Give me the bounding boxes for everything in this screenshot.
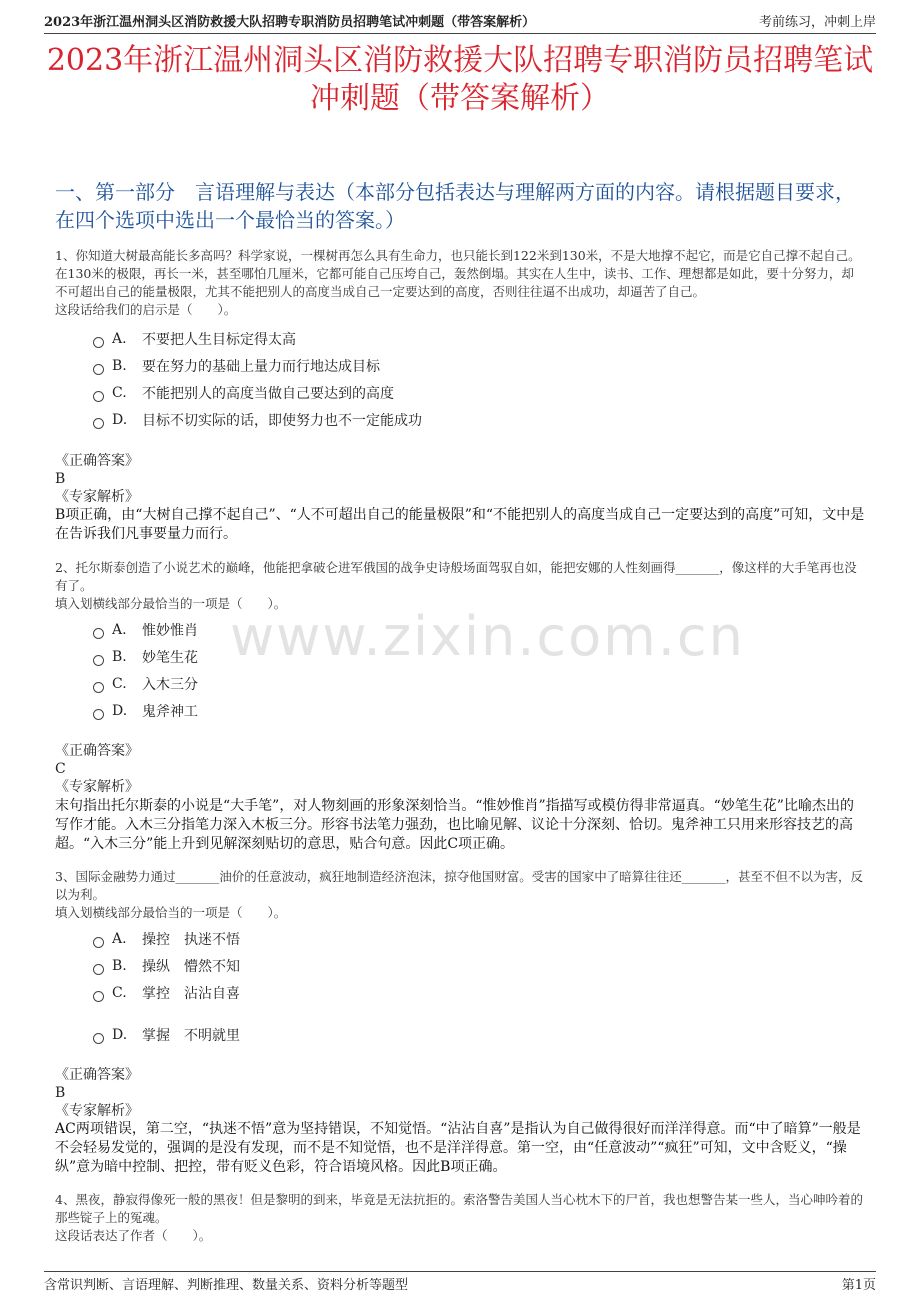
option-b[interactable]: B. 要在努力的基础上量力而行地达成目标 (93, 356, 380, 376)
question-stem-text: 4、黑夜，静寂得像死一般的黑夜！但是黎明的到来，毕竟是无法抗拒的。索洛警告美国人当心枕木下的尸首，我也想警告某一些人，当心呻吟着的那些锭子上的冤魂。 (55, 1192, 863, 1225)
answer-block (55, 452, 139, 506)
header-doc-title: 2023年浙江温州洞头区消防救援大队招聘专职消防员招聘笔试冲刺题（带答案解析） (44, 15, 536, 30)
answer-label: 《正确答案》 (55, 453, 139, 469)
option-b[interactable]: B. 妙笔生花 (93, 647, 198, 667)
section-heading: 一、第一部分 言语理解与表达（本部分包括表达与理解两方面的内容。请根据题目要求，在四个选项中选出一个最恰当的答案。） (55, 180, 855, 232)
question-stem-text: 1、你知道大树最高能长多高吗？科学家说，一棵树再怎么具有生命力，也只能长到122米到130米，不是大地撑不起它，而是它自己撑不起自己。在130米的极限，再长一米，甚至哪怕几厘米，它都可能自己压垮自己，轰然倒塌。其实在人生中，读书、工作、理想都是如此，要十分努力，却不可超出自己的能量极限，尤其不能把别人的高度当成自己一定要达到的高度，否则往往逼不出成功，却逼苦了自己。 (55, 248, 861, 299)
explain-label: 《专家解析》 (55, 779, 139, 795)
explain-label: 《专家解析》 (55, 1103, 139, 1119)
explanation-text: 末句指出托尔斯泰的小说是“大手笔”，对人物刻画的形象深刻恰当。“惟妙惟肖”指描写或模仿得非常逼真。“妙笔生花”比喻杰出的写作才能。入木三分指笔力深入木板三分。形容书法笔力强劲，也比喻见解、议论十分深刻、恰切。鬼斧神工只用来形容技艺的高超。“入木三分”能上升到见解深刻贴切的意思，贴合句意。因此C项正确。 (55, 798, 854, 852)
option-d[interactable]: D. 目标不切实际的话，即使努力也不一定能成功 (93, 410, 422, 430)
question-2-stem (55, 559, 865, 613)
option-a[interactable]: A. 不要把人生目标定得太高 (93, 329, 296, 349)
answer-value: B (55, 1085, 66, 1101)
explanation-text: B项正确，由“大树自己撑不起自己”、“人不可超出自己的能量极限”和“不能把别人的高度当成自己一定要达到的高度”可知，文中是在告诉我们凡事要量力而行。 (55, 507, 865, 542)
answer-value: C (55, 761, 66, 777)
page-title: 2023年浙江温州洞头区消防救援大队招聘专职消防员招聘笔试冲刺题（带答案解析） (46, 43, 874, 116)
option-c[interactable]: C. 入木三分 (93, 674, 198, 694)
explain-label: 《专家解析》 (55, 489, 139, 505)
question-1-stem (55, 247, 865, 319)
radio-icon[interactable] (93, 418, 104, 429)
question-prompt: 这段话表达了作者（ ）。 (55, 1228, 212, 1243)
answer-label: 《正确答案》 (55, 743, 139, 759)
radio-icon[interactable] (93, 937, 104, 948)
option-d[interactable]: D. 鬼斧神工 (93, 701, 198, 721)
question-stem-text: 2、托尔斯泰创造了小说艺术的巅峰，他能把拿破仑进军俄国的战争史诗般场面驾驭自如，能把安娜的人性刻画得_______，像这样的大手笔再也没有了。 (55, 560, 857, 593)
answer-block (55, 1066, 139, 1120)
page-number: 第1页 (841, 1278, 876, 1293)
option-d[interactable]: D. 掌握 不明就里 (93, 1025, 240, 1045)
header-slogan: 考前练习，冲刺上岸 (758, 15, 876, 30)
option-c[interactable]: C. 不能把别人的高度当做自己要达到的高度 (93, 383, 394, 403)
question-4-stem (55, 1191, 865, 1245)
radio-icon[interactable] (93, 709, 104, 720)
option-a[interactable]: A. 惟妙惟肖 (93, 620, 198, 640)
page-footer (44, 1271, 876, 1293)
question-stem-text: 3、国际金融势力通过_______油价的任意波动，疯狂地制造经济泡沫，掠夺他国财富。受害的国家中了暗算往往还_______，甚至不但不以为害，反以为利。 (55, 869, 863, 902)
option-c[interactable]: C. 掌控 沾沾自喜 (93, 983, 240, 1003)
radio-icon[interactable] (93, 337, 104, 348)
question-prompt: 这段话给我们的启示是（ ）。 (55, 302, 237, 317)
radio-icon[interactable] (93, 364, 104, 375)
radio-icon[interactable] (93, 964, 104, 975)
footer-note: 含常识判断、言语理解、判断推理、数量关系、资料分析等题型 (44, 1278, 409, 1293)
answer-block (55, 742, 139, 796)
watermark: www.zixin.com.cn (230, 605, 745, 668)
option-a[interactable]: A. 操控 执迷不悟 (93, 929, 240, 949)
question-3-stem (55, 868, 865, 922)
radio-icon[interactable] (93, 682, 104, 693)
question-prompt: 填入划横线部分最恰当的一项是（ ）。 (55, 596, 287, 611)
radio-icon[interactable] (93, 391, 104, 402)
radio-icon[interactable] (93, 628, 104, 639)
explanation-text: AC两项错误，第二空，“执迷不悟”意为坚持错误，不知觉悟。“沾沾自喜”是指认为自己做得很好而洋洋得意。而“中了暗算”一般是不会轻易发觉的，强调的是没有发现，而不是不知觉悟，也不是洋洋得意。第一空，由“任意波动”“疯狂”可知，文中含贬义，“操纵”意为暗中控制、把控，带有贬义色彩，符合语境风格。因此B项正确。 (55, 1121, 861, 1175)
option-b[interactable]: B. 操纵 懵然不知 (93, 956, 240, 976)
radio-icon[interactable] (93, 991, 104, 1002)
answer-value: B (55, 471, 66, 487)
radio-icon[interactable] (93, 655, 104, 666)
page-header (44, 8, 876, 34)
question-prompt: 填入划横线部分最恰当的一项是（ ）。 (55, 905, 287, 920)
radio-icon[interactable] (93, 1033, 104, 1044)
answer-label: 《正确答案》 (55, 1067, 139, 1083)
